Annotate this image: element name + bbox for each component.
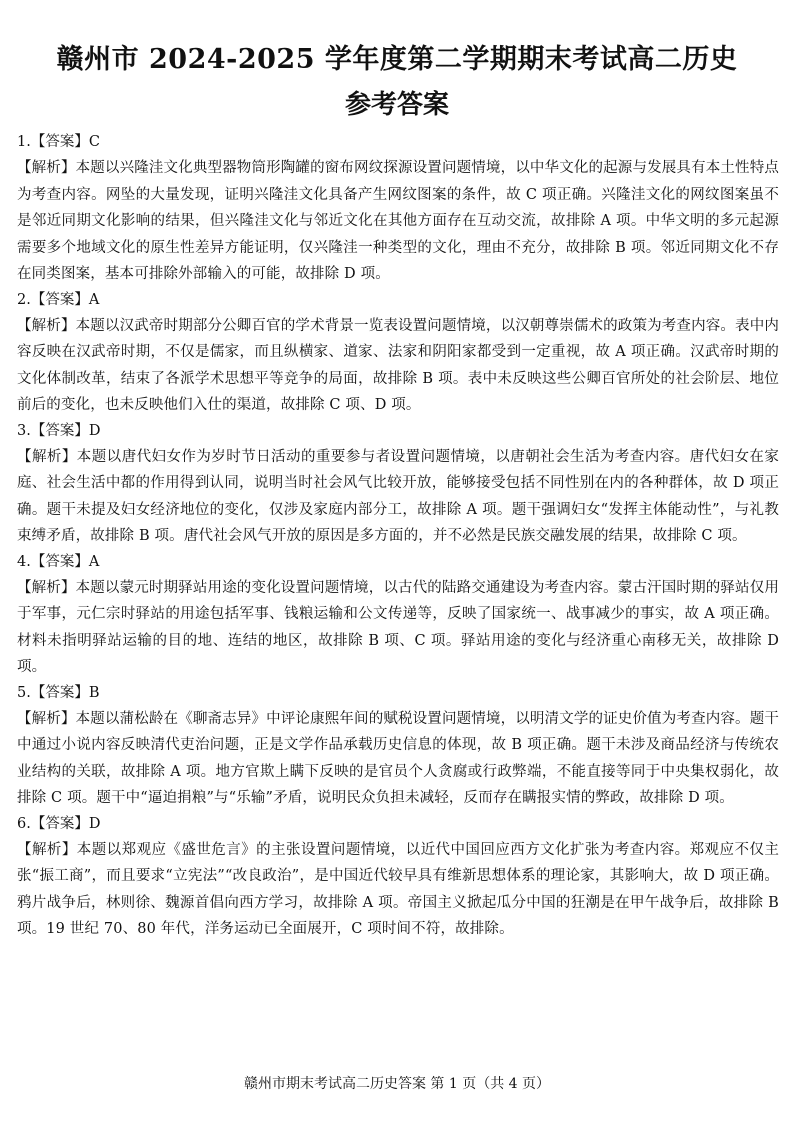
document-subtitle: 参考答案 <box>344 90 449 120</box>
answer-line: 1.【答案】C <box>17 134 100 150</box>
analysis-paragraph: 【解析】本题以蒲松龄在《聊斋志异》中评论康熙年间的赋税设置问题情境，以明清文学的证史价值为考查内容。题干中通过小说内容反映清代吏治问题，正是文学作品承载历史信息的体现，故 B 项正确。题干未涉及商品经济与传统农业结构的关联，故排除 A 项。地方官欺上瞒下反映的是官员个人贪腐或行政弊端，不能直接等同于中央集权弱化，故排除 C 项。题干中“逼迫捐粮”与“乐输”矛盾，说明民众负担未减轻，反而存在瞒报实情的弊政，故排除 D 项。 <box>17 710 779 806</box>
answer-line: 5.【答案】B <box>17 684 100 701</box>
question-block-5 <box>17 681 779 812</box>
answer-line: 3.【答案】D <box>17 422 101 439</box>
question-block-2 <box>17 288 779 419</box>
question-block-4 <box>17 550 779 681</box>
page-footer: 赣州市期末考试高二历史答案 第 1 页（共 4 页） <box>243 1076 551 1092</box>
analysis-paragraph: 【解析】本题以郑观应《盛世危言》的主张设置问题情境，以近代中国回应西方文化扩张为考查内容。郑观应不仅主张“振工商”，而且要求“立宪法”“改良政治”，是中国近代较早具有维新思想体系的理论家，其影响大，故 D 项正确。鸦片战争后，林则徐、魏源首倡向西方学习，故排除 A 项。帝国主义掀起瓜分中国的狂潮是在甲午战争后，故排除 B 项。19 世纪 70、80 年代，洋务运动已全面展开，C 项时间不符，故排除。 <box>17 841 779 937</box>
answer-line: 4.【答案】A <box>17 553 100 570</box>
question-block-6 <box>17 812 779 943</box>
document-title: 赣州市 2024-2025 学年度第二学期期末考试高二历史 <box>56 44 738 75</box>
answer-line: 6.【答案】D <box>17 815 101 832</box>
analysis-paragraph: 【解析】本题以汉武帝时期部分公卿百官的学术背景一览表设置问题情境，以汉朝尊崇儒术的政策为考查内容。表中内容反映在汉武帝时期，不仅是儒家，而且纵横家、道家、法家和阴阳家都受到一定重视，故 A 项正确。汉武帝时期的文化体制改革，结束了各派学术思想平等竞争的局面，故排除 B 项。表中未反映这些公卿百官所处的社会阶层、地位前后的变化，也未反映他们入仕的渠道，故排除 C 项、D 项。 <box>17 317 779 413</box>
analysis-paragraph: 【解析】本题以蒙元时期驿站用途的变化设置问题情境，以古代的陆路交通建设为考查内容。蒙古汗国时期的驿站仅用于军事，元仁宗时驿站的用途包括军事、钱粮运输和公文传递等，反映了国家统一、战事减少的事实，故 A 项正确。材料未指明驿站运输的目的地、连结的地区，故排除 B 项、C 项。驿站用途的变化与经济重心南移无关，故排除 D 项。 <box>17 579 779 675</box>
analysis-paragraph: 【解析】本题以唐代妇女作为岁时节日活动的重要参与者设置问题情境，以唐朝社会生活为考查内容。唐代妇女在家庭、社会生活中都的作用得到认同，说明当时社会风气比较开放，能够接受包括不同性别在内的各种群体，故 D 项正确。题干未提及妇女经济地位的变化，仅涉及家庭内部分工，故排除 A 项。题干强调妇女“发挥主体能动性”，与礼教束缚矛盾，故排除 B 项。唐代社会风气开放的原因是多方面的，并不必然是民族交融发展的结果，故排除 C 项。 <box>17 448 779 544</box>
question-block-1 <box>17 130 779 288</box>
question-block-3 <box>17 419 779 550</box>
answer-line: 2.【答案】A <box>17 291 100 308</box>
analysis-paragraph: 【解析】本题以兴隆洼文化典型器物筒形陶罐的窗布网纹探源设置问题情境，以中华文化的起源与发展具有本土性特点为考查内容。网坠的大量发现，证明兴隆洼文化具备产生网纹图案的条件，故 C 项正确。兴隆洼文化的网纹图案虽不是邻近同期文化影响的结果，但兴隆洼文化与邻近文化在其他方面存在互动交流，故排除 A 项。中华文明的多元起源需要多个地域文化的原生性差异方能证明，仅兴隆洼一种类型的文化，理由不充分，故排除 B 项。邻近同期文化不存在同类图案，基本可排除外部输入的可能，故排除 D 项。 <box>17 160 779 282</box>
answer-list <box>17 130 779 943</box>
